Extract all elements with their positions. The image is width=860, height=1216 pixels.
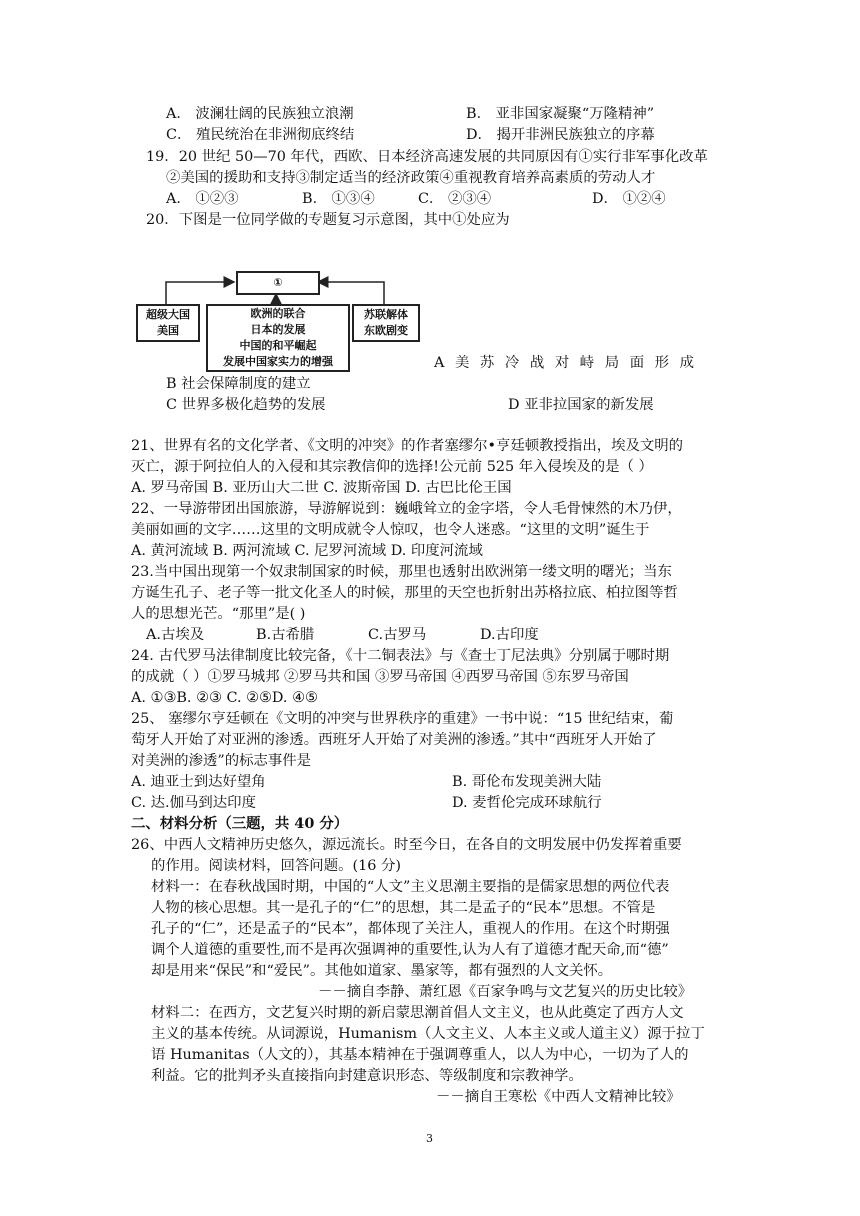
q25-stem-line3: 对美洲的渗透”的标志事件是	[131, 753, 312, 769]
q20-option-c: C 世界多极化趋势的发展	[166, 397, 326, 413]
q23-stem-line1: 23.当中国出现第一个奴隶制国家的时候，那里也透射出欧洲第一缕文明的曙光；当东	[131, 564, 672, 580]
q20-option-a: A 美 苏 冷 战 对 峙 局 面 形 成	[434, 355, 698, 371]
q23-option-d: D.古印度	[480, 627, 539, 643]
q20-diagram-center-line1: 欧洲的联合	[250, 307, 306, 320]
q25-stem-line1: 25、 塞缪尔亨廷顿在《文明的冲突与世界秩序的重建》一书中说：“15 世纪结束，葡	[131, 711, 674, 727]
q18-option-b: B． 亚非国家凝聚“万隆精神”	[466, 106, 655, 122]
q21-options: A. 罗马帝国 B. 亚历山大二世 C. 波斯帝国 D. 古巴比伦王国	[131, 480, 512, 496]
q25-option-b: B. 哥伦布发现美洲大陆	[452, 774, 602, 790]
q23-option-a: A.古埃及	[146, 627, 205, 643]
q20-diagram-right-line1: 苏联解体	[364, 308, 408, 321]
q20-diagram-center-line4: 发展中国家实力的增强	[223, 355, 333, 368]
q20-diagram-center-line3: 中国的和平崛起	[239, 339, 317, 352]
q22-options: A. 黄河流域 B. 两河流域 C. 尼罗河流域 D. 印度河流域	[131, 543, 483, 559]
q26-material1-line1: 材料一：在春秋战国时期，中国的“人文”主义思潮主要指的是儒家思想的两位代表	[151, 879, 670, 895]
q20-option-d: D 亚非拉国家的新发展	[508, 397, 654, 413]
q26-material2-line2: 主义的基本传统。从词源说，Humanism（人文主义、人本主义或人道主义）源于拉丁	[151, 1026, 705, 1042]
q20-diagram-center-line2: 日本的发展	[250, 323, 306, 336]
q20-diagram-target-box	[236, 271, 320, 295]
q24-options: A. ①③B. ②③ C. ②⑤D. ④⑤	[131, 690, 318, 706]
q20-diagram-left-box	[136, 304, 200, 342]
q20-diagram-arrows	[0, 0, 860, 400]
q19-option-c: C． ②③④	[418, 191, 492, 207]
page-number: 3	[426, 1132, 433, 1145]
q23-option-b: B.古希腊	[256, 627, 315, 643]
q18-option-c: C． 殖民统治在非洲彻底终结	[166, 127, 355, 143]
q25-stem-line2: 萄牙人开始了对亚洲的渗透。西班牙人开始了对美洲的渗透。”其中“西班牙人开始了	[131, 732, 657, 748]
q18-option-d: D． 揭开非洲民族独立的序幕	[466, 127, 655, 143]
q25-option-c: C. 达.伽马到达印度	[131, 795, 256, 811]
q19-stem-line1: 19．20 世纪 50—70 年代，西欧、日本经济高速发展的共同原因有①实行非军事化改革	[146, 149, 708, 165]
q26-material2-line3: 语 Humanitas（人文的），其基本精神在于强调尊重人，以人为中心，一切为了人的	[151, 1047, 689, 1063]
q25-option-d: D. 麦哲伦完成环球航行	[452, 795, 602, 811]
q23-option-c: C.古罗马	[368, 627, 427, 643]
q19-option-b: B． ①③④	[302, 191, 375, 207]
q26-material1-line5: 却是用来“保民”和“爱民”。其他如道家、墨家等，都有强烈的人文关怀。	[151, 963, 613, 979]
q26-material1-line4: 调个人道德的重要性,而不是再次强调神的重要性,认为人有了道德才配天命,而“德”	[151, 942, 669, 958]
q22-stem-line1: 22、一导游带团出国旅游，导游解说到：巍峨耸立的金字塔，令人毛骨悚然的木乃伊，	[131, 501, 682, 517]
q21-stem-line2: 灭亡，源于阿拉伯人的入侵和其宗教信仰的选择!公元前 525 年入侵埃及的是（ ）	[131, 459, 653, 475]
q21-stem-line1: 21、世界有名的文化学者、《文明的冲突》的作者塞缪尔•亨廷顿教授指出，埃及文明的	[131, 438, 684, 454]
q26-material1-line3: 孔子的“仁”，还是孟子的“民本”，都体现了关注人，重视人的作用。在这个时期强	[151, 921, 670, 937]
q19-option-a: A． ①②③	[166, 191, 239, 207]
q20-diagram-right-line2: 东欧剧变	[364, 324, 408, 337]
q22-stem-line2: 美丽如画的文字……这里的文明成就令人惊叹，也令人迷惑。“这里的文明”诞生于	[131, 522, 650, 538]
q26-stem-line2: 的作用。阅读材料，回答问题。(16 分)	[151, 858, 401, 874]
q20-diagram-right-box	[352, 304, 420, 342]
q26-material2-line1: 材料二：在西方，文艺复兴时期的新启蒙思潮首倡人文主义，也从此奠定了西方人文	[151, 1005, 684, 1021]
q26-material1-source: －－摘自李静、萧红恩《百家争鸣与文艺复兴的历史比较》	[318, 984, 693, 1000]
q18-option-a: A． 波澜壮阔的民族独立浪潮	[166, 106, 354, 122]
q20-diagram-left-line1: 超级大国	[146, 308, 190, 321]
q23-stem-line2: 方诞生孔子、老子等一批文化圣人的时候，那里的天空也折射出苏格拉底、柏拉图等哲	[131, 585, 678, 601]
q26-material1-line2: 人物的核心思想。其一是孔子的“仁”的思想，其二是孟子的“民本”思想。不管是	[151, 900, 656, 916]
q24-stem-line1: 24. 古代罗马法律制度比较完备，《十二铜表法》与《查士丁尼法典》分别属于哪时期	[131, 648, 670, 664]
q20-diagram-center-box	[206, 304, 350, 372]
q23-stem-line3: 人的思想光芒。“那里”是( )	[131, 606, 306, 622]
q20-option-b: B 社会保障制度的建立	[166, 376, 311, 392]
q20-stem: 20．下图是一位同学做的专题复习示意图，其中①处应为	[146, 212, 510, 228]
q20-diagram-left-line2: 美国	[157, 324, 179, 337]
q19-stem-line2: ②美国的援助和支持③制定适当的经济政策④重视教育培养高素质的劳动人才	[166, 170, 656, 186]
q26-material2-line4: 利益。它的批判矛头直接指向封建意识形态、等级制度和宗教神学。	[151, 1068, 583, 1084]
q26-stem-line1: 26、中西人文精神历史悠久，源远流长。时至今日，在各自的文明发展中仍发挥着重要	[131, 837, 682, 853]
q25-option-a: A. 迪亚士到达好望角	[131, 774, 266, 790]
q20-diagram-target-label: ①	[273, 276, 283, 289]
q24-stem-line2: 的成就（ ）①罗马城邦 ②罗马共和国 ③罗马帝国 ④西罗马帝国 ⑤东罗马帝国	[131, 669, 629, 685]
q19-option-d: D． ①②④	[592, 191, 666, 207]
q26-material2-source: －－摘自王寒松《中西人文精神比较》	[436, 1089, 681, 1105]
section-2-heading: 二、材料分析（三题，共 40 分）	[131, 815, 349, 832]
